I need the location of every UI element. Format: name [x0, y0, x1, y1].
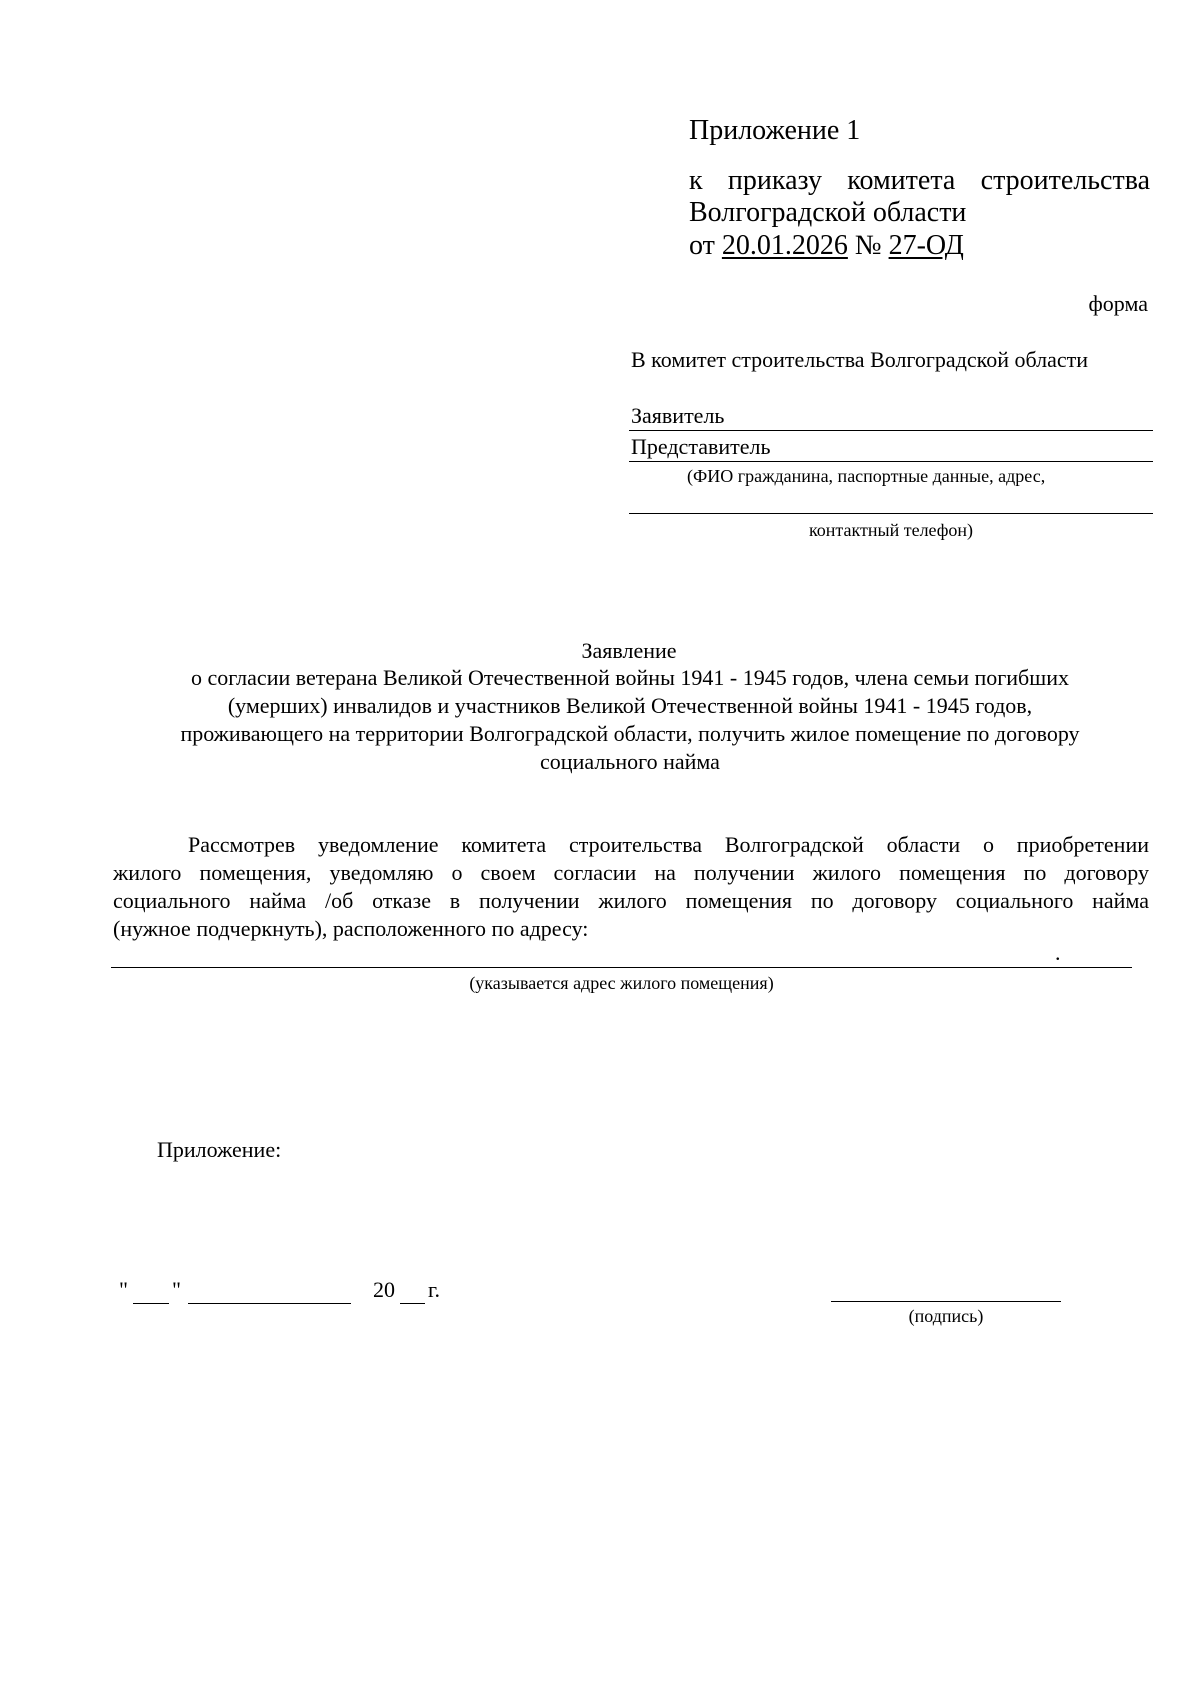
fio-hint: (ФИО гражданина, паспортные данные, адрес, [687, 466, 1046, 486]
phone-hint: контактный телефон) [808, 520, 974, 540]
form-label: форма [1088, 291, 1148, 316]
appendix-title: Приложение 1 [689, 115, 861, 146]
address-hint: (указывается адрес жилого помещения) [469, 973, 774, 993]
year-suffix: г. [428, 1277, 441, 1302]
recipient: В комитет строительства Волгоградской области [631, 347, 1089, 372]
statement-subtitle [100, 664, 1160, 776]
day-field[interactable] [133, 1303, 169, 1304]
representative-label: Представитель [631, 434, 771, 459]
subtitle-line-3: проживающего на территории Волгоградской области, получить жилое помещение по договору [180, 721, 1080, 746]
date-prefix: от [689, 230, 715, 261]
month-field[interactable] [188, 1303, 351, 1304]
appendix-order-line: к приказу комитета строительства [689, 165, 1150, 196]
subtitle-line-4: социального найма [540, 749, 720, 774]
body-paragraph [113, 831, 1149, 943]
attachment-label: Приложение: [157, 1137, 282, 1162]
date-quote-open: " [119, 1277, 128, 1302]
body-line-4: (нужное подчеркнуть), расположенного по адресу: [113, 916, 589, 941]
statement-title: Заявление [581, 638, 677, 663]
year-prefix: 20 [373, 1277, 395, 1302]
order-number: 27-ОД [888, 230, 964, 261]
contact-field[interactable] [629, 513, 1153, 514]
number-prefix: № [854, 230, 882, 261]
signature-hint: (подпись) [908, 1306, 984, 1326]
applicant-label: Заявитель [631, 403, 725, 428]
appendix-region-line: Волгоградской области [689, 197, 967, 228]
appendix-date-line [689, 230, 964, 262]
representative-field[interactable] [629, 461, 1153, 462]
body-line-1: Рассмотрев уведомление комитета строительства Волгоградской области о приобретении [188, 832, 1149, 857]
subtitle-line-2: (умерших) инвалидов и участников Великой Отечественной войны 1941 - 1945 годов, [227, 693, 1033, 718]
subtitle-line-1: о согласии ветерана Великой Отечественной войны 1941 - 1945 годов, члена семьи погибших [191, 665, 1069, 690]
order-date: 20.01.2026 [721, 230, 848, 261]
signature-field[interactable] [831, 1301, 1061, 1302]
applicant-field[interactable] [629, 430, 1153, 431]
year-field[interactable] [400, 1303, 425, 1304]
body-line-2: жилого помещения, уведомляю о своем согласии на получении жилого помещения по договору [113, 860, 1149, 885]
address-end: . [1055, 940, 1061, 965]
date-quote-close: " [172, 1277, 181, 1302]
address-field[interactable] [111, 967, 1132, 968]
body-line-3: социального найма /об отказе в получении жилого помещения по договору социального найма [113, 888, 1149, 913]
